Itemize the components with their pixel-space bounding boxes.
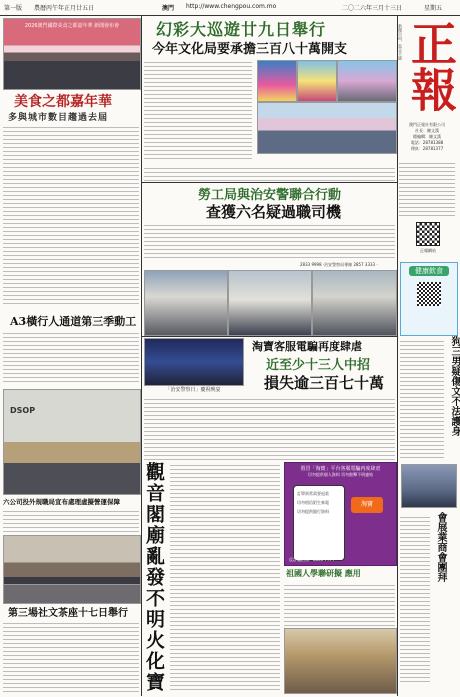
scam-headline-2: 近至少十三人中招 [266,358,371,373]
photo-dsop [3,389,141,495]
paper-label: 澳門 [162,5,175,12]
app-row: 訂單異常需要退款 [297,491,329,496]
a3-headline: A3橫行人通道第三季動工 [10,315,137,328]
photo-tutor-group [284,628,397,694]
publisher-line: 總編輯：陳文漢 [413,134,441,139]
photo-police-gala [144,338,244,386]
right-column-text [400,338,444,458]
top-bar [0,0,460,16]
column-rule [397,16,398,696]
photo-parade-dancers [337,60,397,102]
fire-article [170,462,280,692]
photo-labor-1 [144,270,228,336]
app-badge: 淘寶 [351,497,383,513]
issue-date: 二〇二六年三月十三日 [342,5,403,12]
food-article [3,124,139,304]
food-subheadline: 多與城市數目趨過去屆 [8,113,109,123]
photo-labor-3 [312,270,397,336]
paper-url[interactable]: http://www.chengpou.com.mo [186,3,277,10]
photo-parade-float [297,60,337,102]
hotline: 反詐騙熱線：8800 7777 [289,557,335,562]
section-rule [142,336,397,337]
health-label: 健康飲食 [409,266,449,276]
a3-article [3,330,139,385]
column-rule [141,16,142,696]
main-headline: 幻彩大巡遊廿九日舉行 [156,20,327,39]
labor-phone: 2833 9998 ·治安警察局專線 2857 3333 · [300,262,378,267]
labor-article [144,222,395,260]
masthead-side-line: 新聞自由，直言不諱 [398,24,403,60]
dsop-sign: DSOP [10,406,36,415]
qr-code[interactable] [416,222,440,246]
main-article-2 [144,165,395,181]
section-rule [142,182,397,183]
phone: 電話：28781388 [410,140,444,145]
publisher-info [397,122,457,152]
labor-subheadline: 查獲六名疑過職司機 [206,203,342,221]
photo-labor-2 [228,270,312,336]
qr-caption: 正報網站 [420,248,436,253]
masthead-side [397,24,409,79]
photo-food-carnival [3,18,141,90]
health-qr[interactable] [417,282,441,306]
scam-article [144,396,395,460]
photo-parade-crowd [257,102,397,154]
scam-headline-3: 損失逾三百七十萬 [264,374,385,392]
app-row: 切勿相信陌生來電 [297,500,329,505]
weekday: 星期五 [424,5,443,12]
tea-headline: 第三場社文茶座十七日舉行 [8,608,128,619]
main-article [144,59,252,162]
fax: 傳真：28781377 [410,146,444,151]
agency-headline: 六公司投外規職局宣布處理虛擬營運保障 [3,498,120,506]
page-number: 第一版 [4,5,23,12]
photo-expo-meeting [401,464,457,508]
right-vertical-headline-1: 狗三男疑傷文不法護身 [449,336,460,436]
lunar-date: 農曆丙午年正月廿五日 [34,5,95,12]
main-subheadline: 今年文化局要承擔三百八十萬開支 [152,42,348,57]
app-row: 切勿提供銀行資料 [297,509,329,514]
publisher-details [399,160,455,218]
masthead [397,18,457,218]
publisher-line: 社長：陳文漢 [415,128,439,133]
photo-tea-meeting-2 [3,584,141,604]
banner-line-2: 切勿提供個人資料 切勿點擊不明連結 [307,472,374,477]
right-vertical-headline-2: 會展業商會團拜 [435,512,446,582]
masthead-title: 正報 [404,20,458,112]
agency-article [3,508,139,532]
scam-headline-1: 淘寶客服電騙再度肆虐 [252,340,362,353]
health-ad [400,262,458,336]
food-headline: 美食之都嘉年華 [14,94,112,110]
gala-caption: 「治安警察日」慶祝晚宴 [165,387,221,393]
tea-article [3,620,139,692]
publisher-line: 澳門正報社有限公司 [409,122,445,127]
scam-banner [284,462,397,566]
banner-phone-mockup [293,485,345,561]
tutor-article [284,582,395,626]
labor-headline: 勞工局與治安警聯合行動 [198,188,342,203]
tutor-headline: 祖國人學聯研擬 應用 [286,568,361,578]
food-banner-text: 2026澳門國際美食之都嘉年華 新聞發布會 [24,23,120,29]
photo-parade-costume [257,60,297,102]
qr-block [401,222,455,254]
fire-vertical-headline: 觀音閣廟亂發不明火化寶 [143,462,165,693]
right-column-text-2 [400,514,430,684]
banner-line-1: 假冒「淘寶」平台客服電騙再度肆虐 [300,466,381,472]
